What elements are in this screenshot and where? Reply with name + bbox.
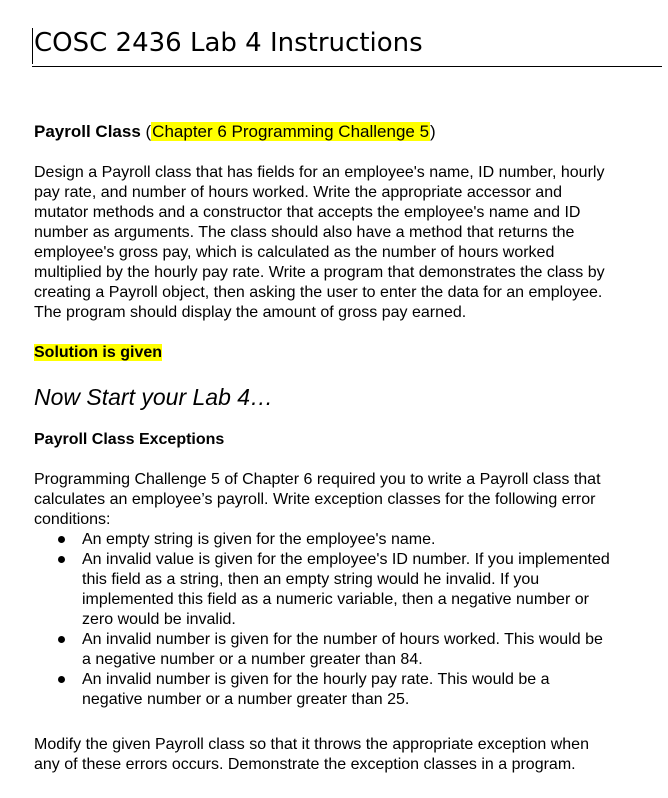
list-item-line: implemented this field as a numeric variable, then a negative number or <box>82 591 589 608</box>
list-item-line: An invalid number is given for the number of hours worked. This would be <box>82 631 603 648</box>
paragraph-line: pay rate, and number of hours worked. Write the appropriate accessor and <box>34 184 562 201</box>
paragraph-line: multiplied by the hourly pay rate. Write a program that demonstrates the class by <box>34 264 605 281</box>
list-item <box>34 630 664 670</box>
paragraph-line: creating a Payroll object, then asking the user to enter the data for an employee. <box>34 284 603 301</box>
title-underline <box>32 66 662 67</box>
bullet-icon <box>58 636 65 643</box>
list-item <box>34 670 664 710</box>
list-item <box>34 530 664 550</box>
heading-open-paren: ( <box>140 122 152 141</box>
paragraph-line: number as arguments. The class should also have a method that returns the <box>34 224 575 241</box>
list-item-line: An empty string is given for the employee's name. <box>82 531 436 548</box>
heading-close-paren: ) <box>430 122 436 141</box>
text-cursor <box>32 28 33 64</box>
paragraph-line: calculates an employee’s payroll. Write exception classes for the following error <box>34 491 596 508</box>
bullet-icon <box>58 676 65 683</box>
list-item-line: An invalid number is given for the hourly pay rate. This would be a <box>82 671 550 688</box>
paragraph-line: The program should display the amount of gross pay earned. <box>34 304 467 321</box>
list-item <box>34 550 664 630</box>
solution-note <box>34 343 162 363</box>
list-item-line: negative number or a number greater than 25. <box>82 691 410 708</box>
list-item-line: a negative number or a number greater than 84. <box>82 651 423 668</box>
closing-paragraph <box>34 735 664 775</box>
paragraph-line: Modify the given Payroll class so that it throws the appropriate exception when <box>34 736 589 753</box>
list-item-line: zero would be invalid. <box>82 611 236 628</box>
paragraph-line: Design a Payroll class that has fields for an employee's name, ID number, hourly <box>34 164 605 181</box>
payroll-description-paragraph <box>34 163 664 323</box>
bullet-icon <box>58 536 65 543</box>
exceptions-heading: Payroll Class Exceptions <box>34 431 225 448</box>
bullet-icon <box>58 556 65 563</box>
solution-note-highlight: Solution is given <box>34 344 163 361</box>
paragraph-line: employee's gross pay, which is calculated as the number of hours worked <box>34 244 555 261</box>
list-item-line: An invalid value is given for the employee's ID number. If you implemented <box>82 551 610 568</box>
payroll-class-heading-label: Payroll Class <box>34 122 141 141</box>
paragraph-line: Programming Challenge 5 of Chapter 6 required you to write a Payroll class that <box>34 471 601 488</box>
payroll-class-heading <box>34 120 436 144</box>
paragraph-line: mutator methods and a constructor that accepts the employee's name and ID <box>34 204 581 221</box>
error-conditions-list <box>34 530 664 710</box>
paragraph-line: conditions: <box>34 511 111 528</box>
exceptions-intro-paragraph <box>34 470 664 530</box>
lab-start-heading: Now Start your Lab 4… <box>34 384 274 410</box>
list-item-line: this field as a string, then an empty string would he invalid. If you <box>82 571 540 588</box>
page-title: COSC 2436 Lab 4 Instructions <box>34 28 423 58</box>
chapter-reference-highlight: Chapter 6 Programming Challenge 5 <box>152 122 430 141</box>
paragraph-line: any of these errors occurs. Demonstrate the exception classes in a program. <box>34 756 576 773</box>
